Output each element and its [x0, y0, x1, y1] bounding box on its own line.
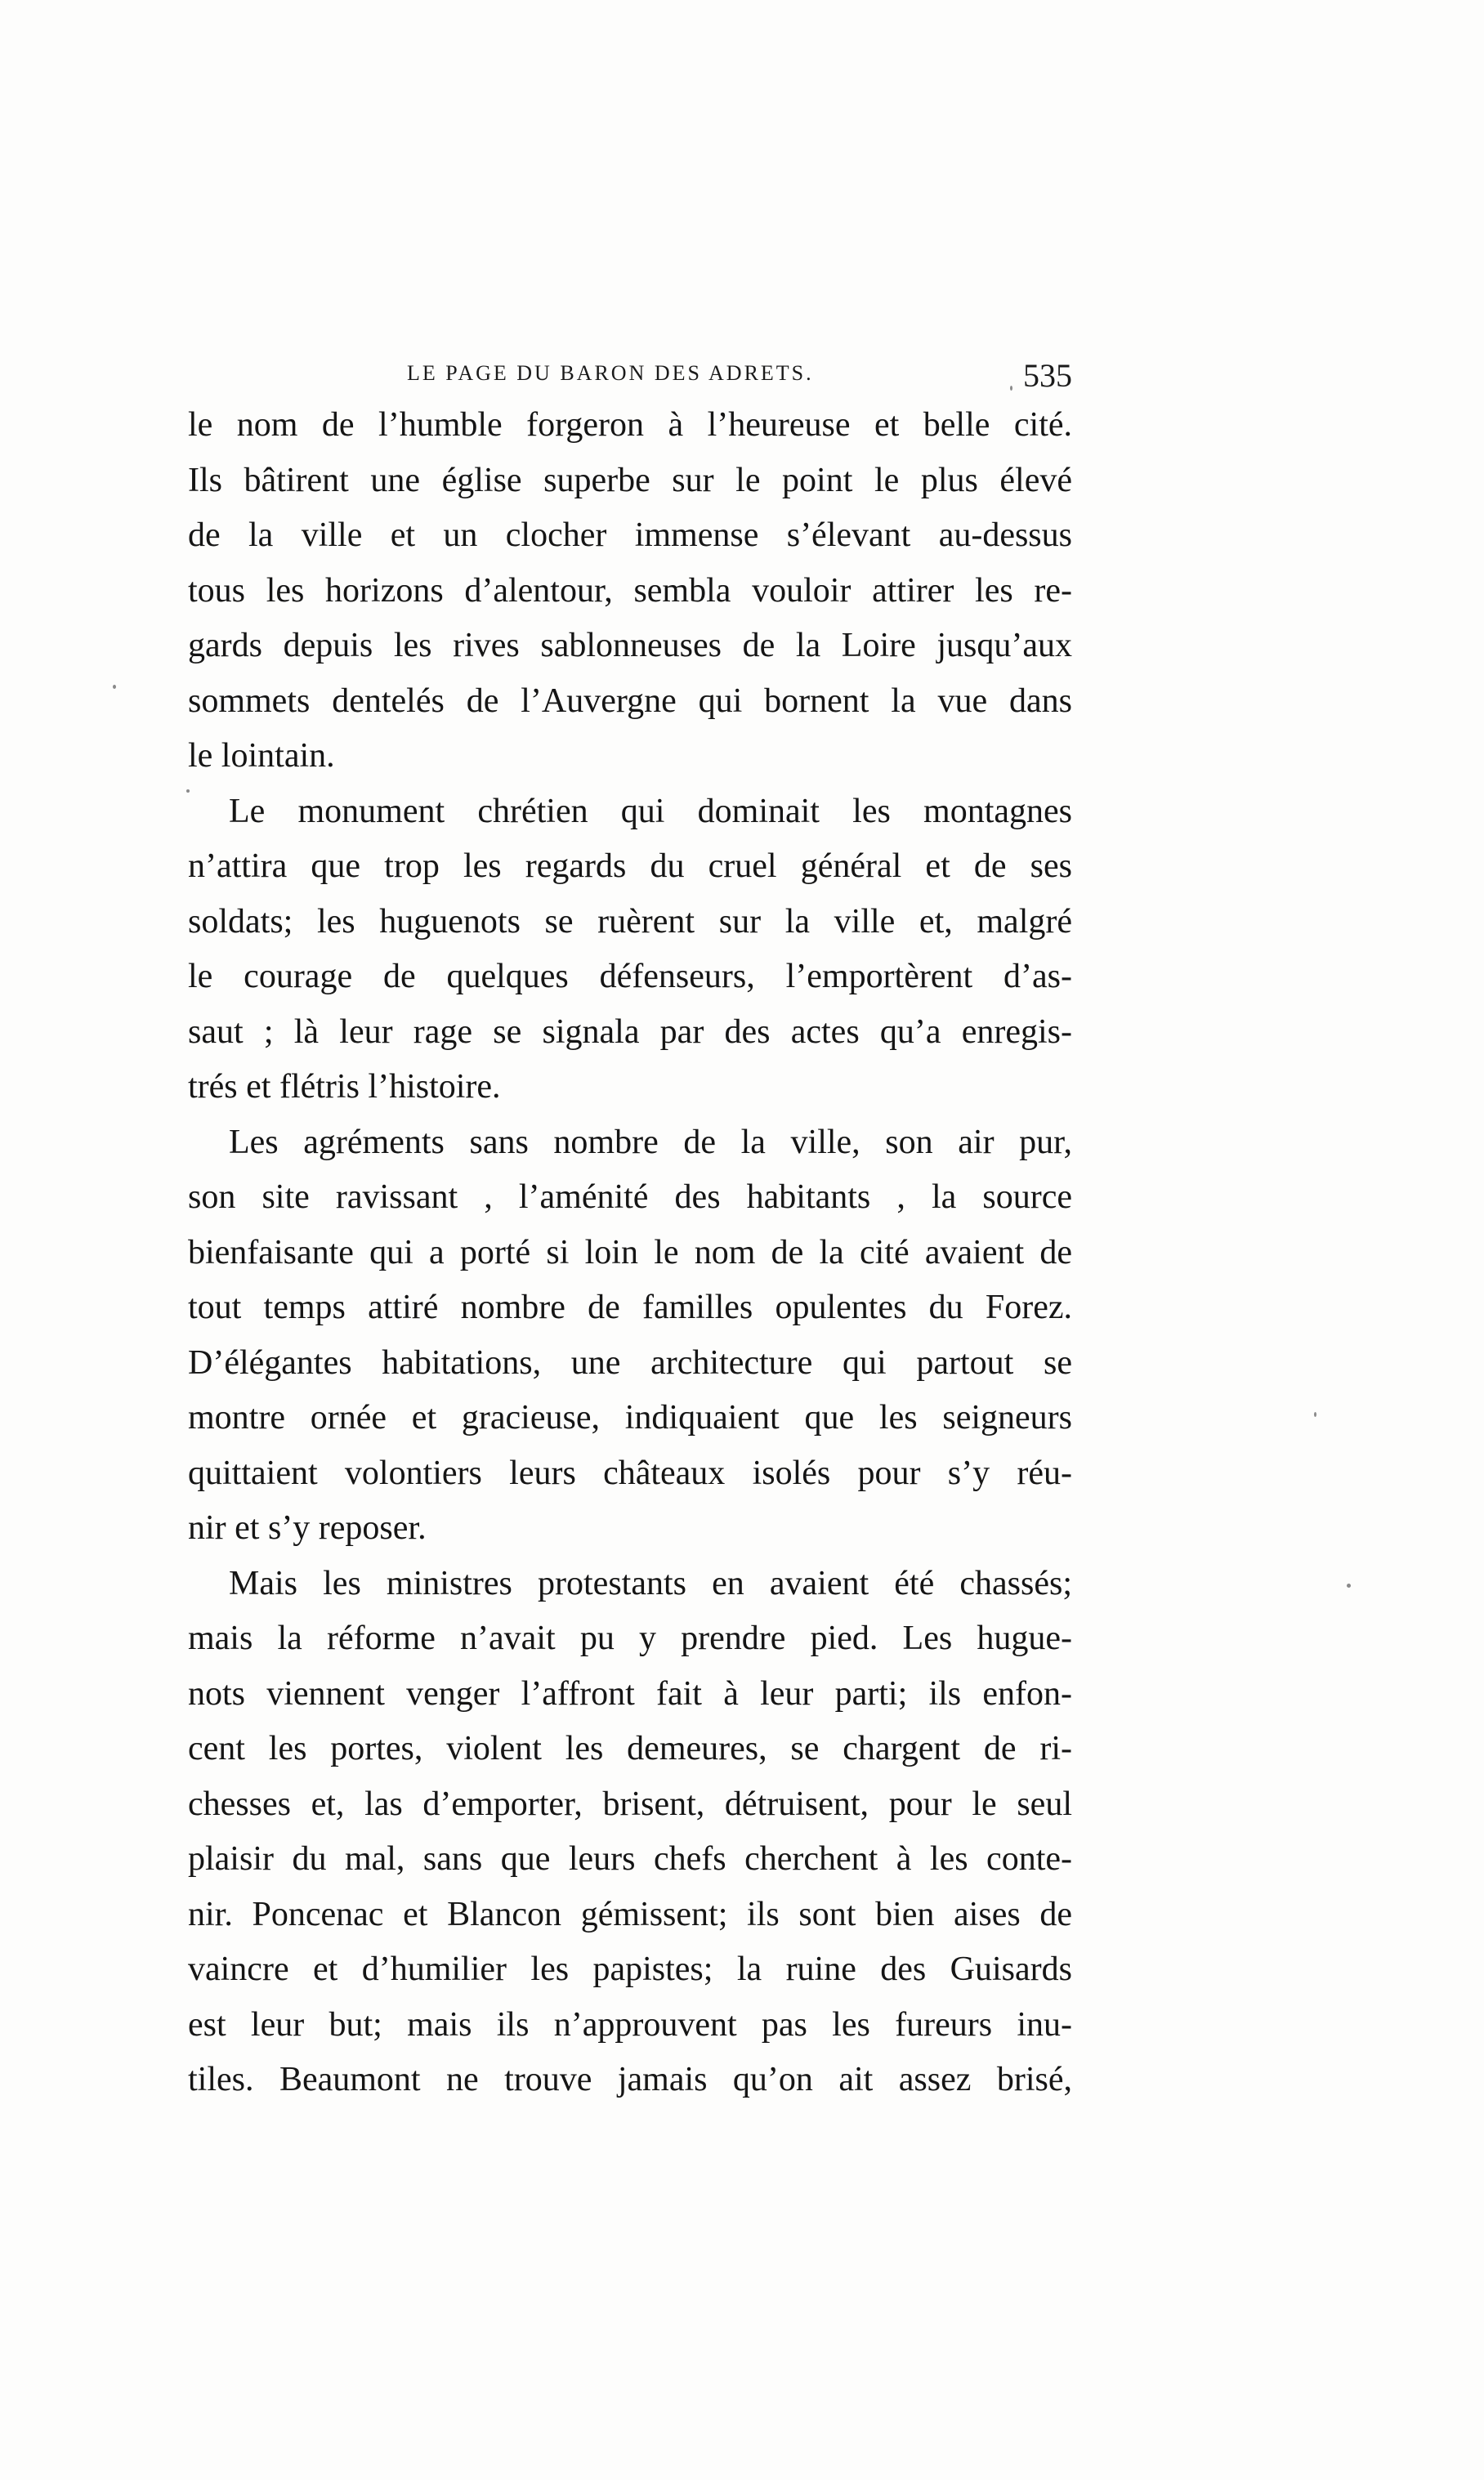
text-line: plaisir du mal, sans que leurs chefs cherchent à les conte- — [188, 1840, 1072, 1878]
scan-speck — [113, 685, 116, 689]
text-line: chesses et, las d’emporter, brisent, détruisent, pour le seul — [188, 1785, 1072, 1823]
page-number: 535 — [1023, 357, 1072, 394]
scan-speck — [1010, 386, 1012, 391]
text-line: nots viennent venger l’affront fait à leur parti; ils enfon- — [188, 1674, 1072, 1713]
text-line: trés et flétris l’histoire. — [188, 1068, 501, 1106]
running-head — [188, 356, 1072, 397]
text-line: saut ; là leur rage se signala par des actes qu’a enregis- — [188, 1012, 1072, 1051]
paragraph — [188, 1115, 1072, 1557]
text-line: bienfaisante qui a porté si loin le nom de la cité avaient de — [188, 1233, 1072, 1271]
scan-speck — [186, 789, 190, 793]
text-line: Ils bâtirent une église superbe sur le point le plus élevé — [188, 461, 1072, 499]
text-line: de la ville et un clocher immense s’élevant au-dessus — [188, 516, 1072, 554]
text-line: tiles. Beaumont ne trouve jamais qu’on ait assez brisé, — [188, 2061, 1072, 2098]
scan-speck — [1314, 1412, 1316, 1417]
body-text — [188, 398, 1072, 2108]
text-line: sommets dentelés de l’Auvergne qui bornent la vue dans — [188, 681, 1072, 720]
text-line: le nom de l’humble forgeron à l’heureuse et belle cité. — [188, 406, 1072, 444]
text-line: est leur but; mais ils n’approuvent pas les fureurs inu- — [188, 2005, 1072, 2044]
text-line: tout temps attiré nombre de familles opulentes du Forez. — [188, 1289, 1072, 1326]
text-line: Les agréments sans nombre de la ville, son air pur, — [229, 1123, 1072, 1161]
paragraph — [188, 1557, 1072, 2108]
text-line: cent les portes, violent les demeures, se chargent de ri- — [188, 1730, 1072, 1767]
text-line: Le monument chrétien qui dominait les montagnes — [229, 792, 1072, 830]
scan-speck — [1347, 1584, 1351, 1588]
text-line: nir et s’y reposer. — [188, 1509, 427, 1547]
text-line: montre ornée et gracieuse, indiquaient que les seigneurs — [188, 1399, 1072, 1437]
text-line: le courage de quelques défenseurs, l’emportèrent d’as- — [188, 958, 1072, 995]
text-line: gards depuis les rives sablonneuses de la Loire jusqu’aux — [188, 627, 1072, 664]
text-line: D’élégantes habitations, une architecture qui partout se — [188, 1343, 1072, 1382]
paragraph — [188, 398, 1072, 784]
text-line: nir. Poncenac et Blancon gémissent; ils sont bien aises de — [188, 1895, 1072, 1933]
text-line: quittaient volontiers leurs châteaux isolés pour s’y réu- — [188, 1454, 1072, 1492]
running-title: LE PAGE DU BARON DES ADRETS. — [407, 361, 814, 385]
text-line: n’attira que trop les regards du cruel général et de ses — [188, 847, 1072, 885]
text-line: tous les horizons d’alentour, sembla vouloir attirer les re- — [188, 571, 1072, 610]
paragraph — [188, 784, 1072, 1115]
text-line: le lointain. — [188, 737, 335, 775]
text-line: vaincre et d’humilier les papistes; la ruine des Guisards — [188, 1950, 1072, 1988]
text-line: Mais les ministres protestants en avaient été chassés; — [229, 1564, 1072, 1602]
text-line: soldats; les huguenots se ruèrent sur la ville et, malgré — [188, 902, 1072, 941]
text-line: son site ravissant , l’aménité des habitants , la source — [188, 1178, 1072, 1216]
text-line: mais la réforme n’avait pu y prendre pied. Les hugue- — [188, 1620, 1072, 1657]
